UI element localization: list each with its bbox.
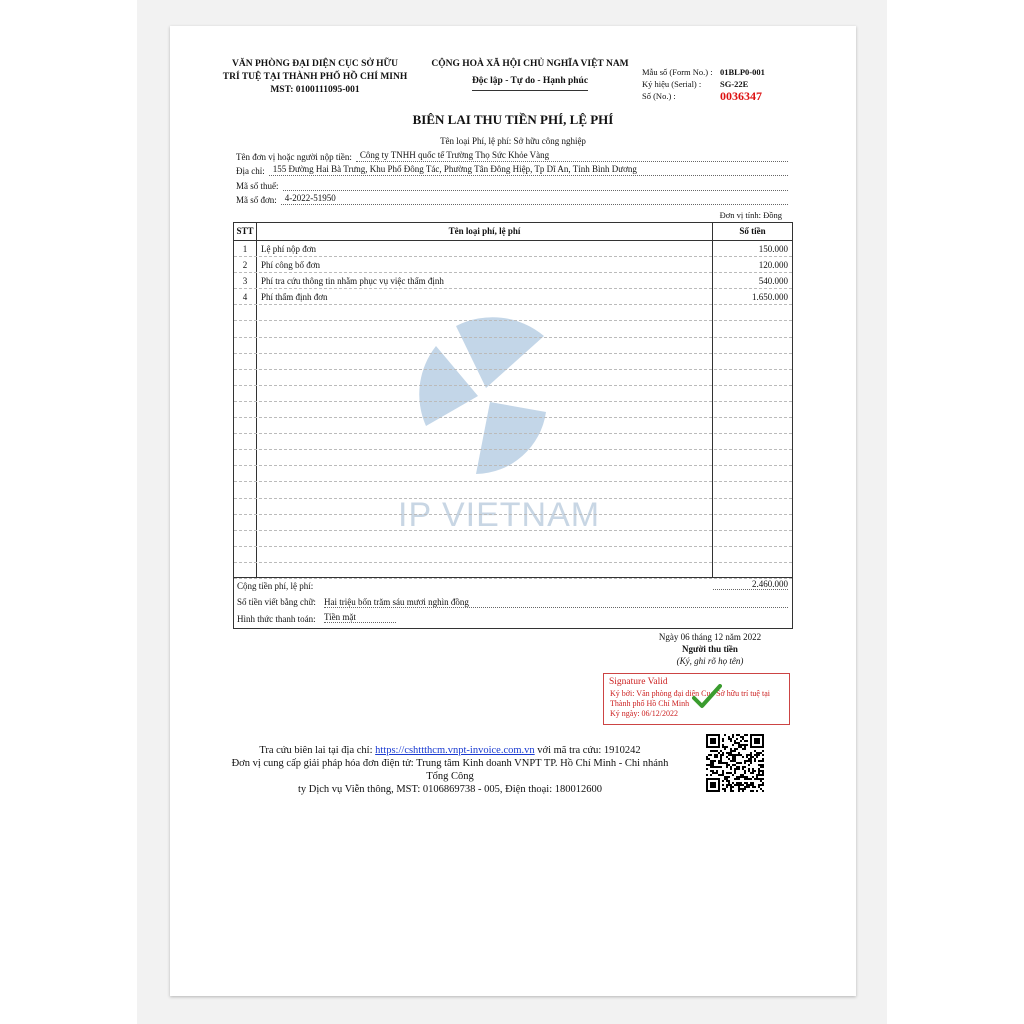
row-line bbox=[234, 353, 792, 354]
signing-block bbox=[610, 631, 810, 667]
tax-code-value bbox=[283, 178, 789, 191]
row-amount: 1.650.000 bbox=[752, 292, 788, 302]
row-amount: 120.000 bbox=[758, 260, 788, 270]
col-header-fee-name: Tên loại phí, lệ phí bbox=[257, 223, 712, 241]
row-line bbox=[234, 530, 792, 531]
issuer-block bbox=[215, 58, 415, 97]
lookup-link[interactable]: https://cshttthcm.vnpt-invoice.com.vn bbox=[375, 745, 535, 756]
tax-code-label: Mã số thuế: bbox=[236, 181, 279, 191]
lookup-line bbox=[230, 744, 670, 757]
payer-value: Công ty TNHH quốc tế Trường Thọ Sức Khỏe Vàng bbox=[356, 149, 788, 162]
col-header-amount: Số tiền bbox=[713, 223, 792, 241]
row-fee-name: Phí công bố đơn bbox=[261, 260, 321, 270]
payer-field bbox=[236, 150, 788, 162]
provider-line2: ty Dịch vụ Viễn thông, MST: 0106869738 - 005, Điện thoại: 180012600 bbox=[297, 784, 602, 795]
nation-motto: Độc lập - Tự do - Hạnh phúc bbox=[472, 75, 588, 91]
address-label: Địa chỉ: bbox=[236, 166, 265, 176]
row-fee-name: Phí tra cứu thông tin nhằm phục vụ việc thẩm định bbox=[261, 276, 444, 286]
total-label: Cộng tiền phí, lệ phí: bbox=[237, 581, 314, 591]
lookup-code: với mã tra cứu: 1910242 bbox=[537, 745, 641, 756]
form-label: Mẫu số (Form No.) : bbox=[642, 67, 713, 77]
address-value: 155 Đường Hai Bà Trưng, Khu Phố Đông Tác, Phường Tân Đông Hiệp, Tp Dĩ An, Tỉnh Bình Dương bbox=[269, 163, 788, 176]
amount-in-words-value: Hai triệu bốn trăm sáu mươi nghìn đồng bbox=[324, 597, 788, 608]
total-value: 2.460.000 bbox=[713, 579, 788, 590]
row-amount: 540.000 bbox=[758, 276, 788, 286]
signer-line1: Ký bởi: Văn phòng đại diện Cục Sở hữu trí tuệ tại bbox=[610, 689, 770, 698]
row-fee-name: Phí thẩm định đơn bbox=[261, 292, 328, 302]
row-line bbox=[234, 514, 792, 515]
total-divider bbox=[234, 577, 792, 578]
col-header-stt: STT bbox=[234, 223, 256, 241]
application-no-label: Mã số đơn: bbox=[236, 195, 277, 205]
signature-status: Signature Valid bbox=[609, 677, 668, 687]
row-line bbox=[234, 369, 792, 370]
row-fee-name: Lệ phí nộp đơn bbox=[261, 244, 317, 254]
address-field bbox=[236, 164, 788, 176]
payer-label: Tên đơn vị hoặc người nộp tiền: bbox=[236, 152, 352, 162]
signed-date: Ký ngày: 06/12/2022 bbox=[610, 709, 678, 718]
row-stt: 3 bbox=[242, 276, 248, 286]
document-title: BIÊN LAI THU TIỀN PHÍ, LỆ PHÍ bbox=[412, 112, 614, 127]
row-line bbox=[234, 433, 792, 434]
payment-method-row bbox=[234, 612, 792, 626]
row-line bbox=[234, 385, 792, 386]
payment-method-value: Tiền mặt bbox=[324, 612, 396, 623]
fee-table bbox=[233, 222, 793, 629]
currency-unit: Đơn vị tính: Đồng bbox=[719, 210, 782, 220]
total-row bbox=[234, 579, 792, 593]
qr-code-icon[interactable] bbox=[706, 734, 764, 792]
row-amount: 150.000 bbox=[758, 244, 788, 254]
digital-signature-box[interactable] bbox=[603, 673, 790, 725]
fee-type: Tên loại Phí, lệ phí: Sở hữu công nghiệp bbox=[440, 136, 586, 146]
national-header bbox=[425, 58, 635, 91]
row-line bbox=[234, 320, 792, 321]
provider-line1: Đơn vị cung cấp giải pháp hóa đơn điện tử: Trung tâm Kinh doanh VNPT TP. Hồ Chí Minh - Chi nhánh Tổng Công bbox=[231, 758, 669, 782]
tax-code-field bbox=[236, 179, 788, 191]
application-no-field bbox=[236, 193, 788, 205]
receipt-no-value: 0036347 bbox=[720, 89, 762, 103]
nation-title: CỘNG HOÀ XÃ HỘI CHỦ NGHĨA VIỆT NAM bbox=[431, 59, 629, 69]
row-line bbox=[234, 481, 792, 482]
collector-role: Người thu tiền bbox=[682, 644, 738, 654]
receipt-identifiers bbox=[642, 66, 852, 102]
signer-line2: Thành phố Hồ Chí Minh bbox=[610, 699, 690, 708]
lookup-prefix: Tra cứu biên lai tại địa chỉ: bbox=[259, 745, 373, 756]
signing-date: Ngày 06 tháng 12 năm 2022 bbox=[658, 632, 762, 642]
checkmark-icon bbox=[692, 684, 722, 710]
row-stt: 2 bbox=[242, 260, 248, 270]
row-stt: 1 bbox=[242, 244, 248, 254]
watermark-text: IP VIETNAM bbox=[398, 496, 601, 534]
application-no-value: 4-2022-51950 bbox=[281, 192, 788, 205]
row-line bbox=[234, 498, 792, 499]
serial-value: SG-22E bbox=[720, 79, 749, 89]
row-line bbox=[234, 417, 792, 418]
footer-info bbox=[230, 744, 670, 796]
row-line bbox=[234, 546, 792, 547]
amount-in-words-row bbox=[234, 595, 792, 609]
issuer-tax-id: MST: 0100111095-001 bbox=[270, 85, 360, 95]
row-line bbox=[234, 449, 792, 450]
payment-method-label: Hình thức thanh toán: bbox=[237, 614, 316, 624]
row-line bbox=[234, 465, 792, 466]
receipt-page bbox=[170, 26, 856, 996]
receipt-no-label: Số (No.) : bbox=[642, 91, 676, 101]
issuer-name-line1: VĂN PHÒNG ĐẠI DIỆN CỤC SỞ HỮU bbox=[232, 59, 398, 69]
row-line bbox=[234, 337, 792, 338]
serial-label: Ký hiệu (Serial) : bbox=[642, 79, 702, 89]
row-line bbox=[234, 562, 792, 563]
form-value: 01BLP0-001 bbox=[720, 67, 765, 77]
signature-note: (Ký, ghi rõ họ tên) bbox=[676, 656, 744, 666]
amount-in-words-label: Số tiền viết bằng chữ: bbox=[237, 597, 316, 607]
row-line bbox=[234, 401, 792, 402]
row-stt: 4 bbox=[242, 292, 248, 302]
issuer-name-line2: TRÍ TUỆ TẠI THÀNH PHỐ HỒ CHÍ MINH bbox=[222, 72, 408, 82]
